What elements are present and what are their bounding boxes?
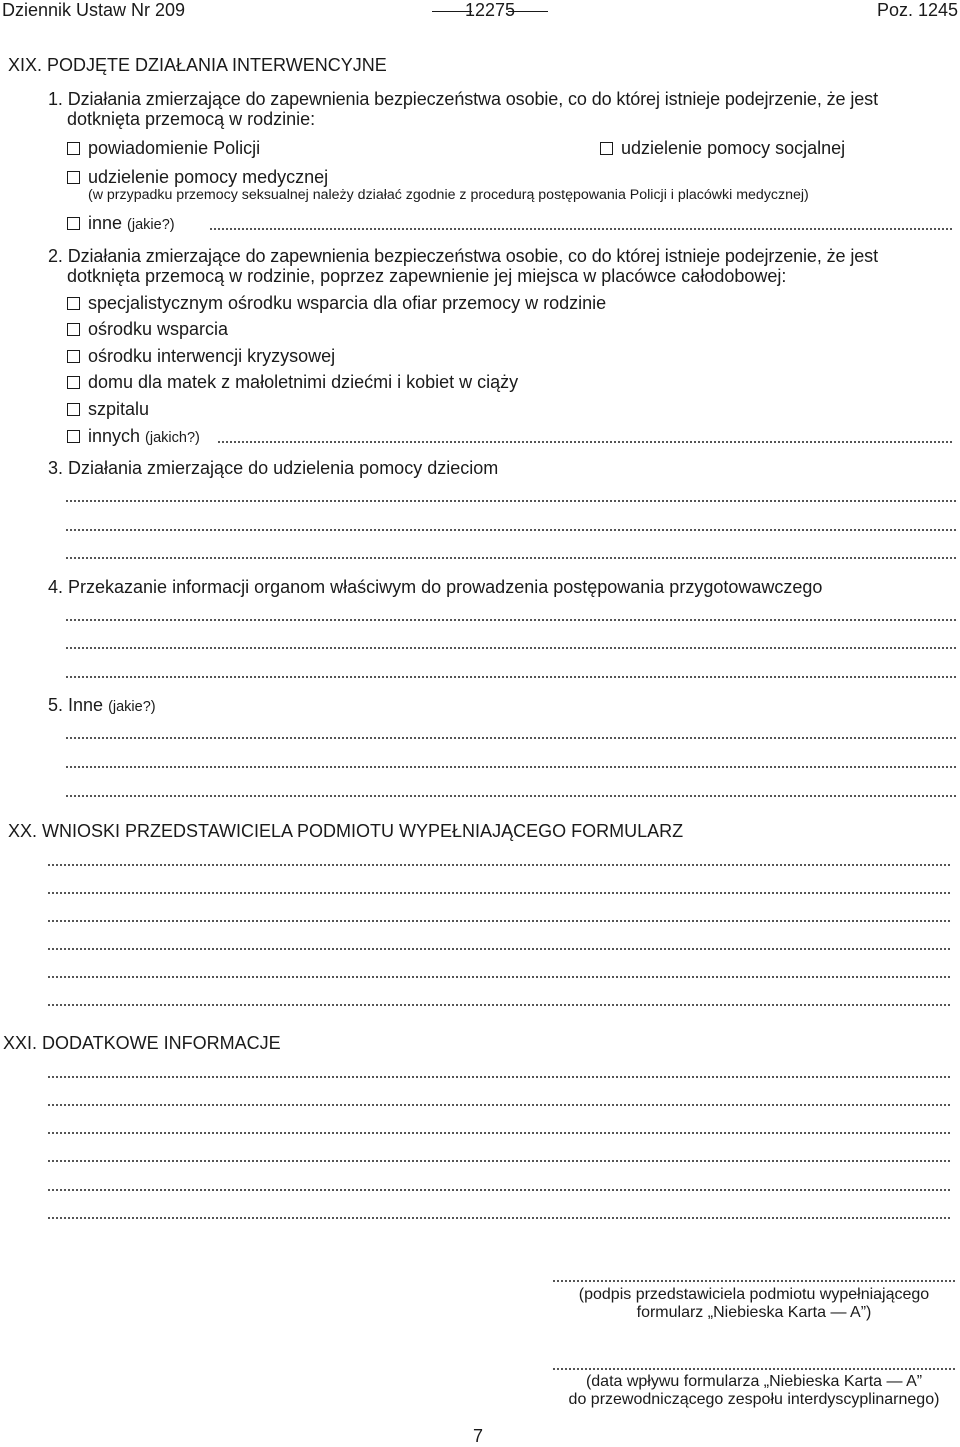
checkbox-facility-5[interactable] bbox=[67, 403, 80, 416]
journal-name: Dziennik Ustaw Nr 209 bbox=[2, 0, 186, 20]
facility-option-6-label: innych bbox=[88, 426, 141, 446]
option-medical-label: udzielenie pomocy medycznej bbox=[88, 167, 329, 187]
item4-title: 4. Przekazanie informacji organom właściwym do prowadzenia postępowania przygotowawczego bbox=[48, 577, 823, 597]
item2-line2: dotknięta przemocą w rodzinie, poprzez zapewnienie jej miejsca w placówce całodobowej: bbox=[67, 266, 787, 286]
facility-option-2[interactable] bbox=[67, 318, 228, 340]
facility-option-2-label: ośrodku wsparcia bbox=[88, 319, 229, 339]
item3-fill-line-3[interactable] bbox=[66, 557, 956, 559]
section21-fill-line-5[interactable] bbox=[48, 1189, 950, 1191]
section-19-title: XIX. PODJĘTE DZIAŁANIA INTERWENCYJNE bbox=[8, 55, 387, 75]
option-other-1-hint: (jakie?) bbox=[127, 217, 175, 233]
checkbox-facility-3[interactable] bbox=[67, 350, 80, 363]
header-dash-right bbox=[508, 11, 548, 12]
item5-fill-line-3[interactable] bbox=[66, 795, 956, 797]
checkbox-facility-4[interactable] bbox=[67, 376, 80, 389]
facility-option-6[interactable] bbox=[67, 425, 200, 449]
section20-fill-line-6[interactable] bbox=[48, 1004, 950, 1006]
item4-fill-line-2[interactable] bbox=[66, 647, 956, 649]
option-police-label: powiadomienie Policji bbox=[88, 138, 261, 158]
section21-fill-line-1[interactable] bbox=[48, 1076, 950, 1078]
item5-fill-line-2[interactable] bbox=[66, 766, 956, 768]
section20-fill-line-3[interactable] bbox=[48, 920, 950, 922]
facility-option-4[interactable] bbox=[67, 371, 518, 393]
item3-fill-line-1[interactable] bbox=[66, 500, 956, 502]
item3-title: 3. Działania zmierzające do udzielenia pomocy dzieciom bbox=[48, 458, 499, 478]
other-1-fill-line[interactable] bbox=[210, 228, 952, 230]
signature-caption-2: formularz „Niebieska Karta — A”) bbox=[636, 1304, 872, 1321]
item1-line1: 1. Działania zmierzające do zapewnienia bezpieczeństwa osobie, co do której istnieje podejrzenie, że jest bbox=[48, 89, 878, 109]
section21-fill-line-6[interactable] bbox=[48, 1217, 950, 1219]
facility-option-5-label: szpitalu bbox=[88, 399, 150, 419]
checkbox-medical[interactable] bbox=[67, 171, 80, 184]
receipt-caption-2: do przewodniczącego zespołu interdyscyplinarnego) bbox=[568, 1391, 940, 1408]
medical-note: (w przypadku przemocy seksualnej należy działać zgodnie z procedurą postępowania Policji i placówki medycznej) bbox=[88, 187, 809, 203]
option-social-label: udzielenie pomocy socjalnej bbox=[621, 138, 846, 158]
signature-line[interactable] bbox=[553, 1280, 955, 1282]
checkbox-social[interactable] bbox=[600, 142, 613, 155]
checkbox-facility-1[interactable] bbox=[67, 297, 80, 310]
section21-fill-line-4[interactable] bbox=[48, 1160, 950, 1162]
item4-fill-line-3[interactable] bbox=[66, 676, 956, 678]
option-police[interactable] bbox=[67, 137, 260, 159]
facility-option-3[interactable] bbox=[67, 345, 335, 367]
item3-fill-line-2[interactable] bbox=[66, 529, 956, 531]
section20-fill-line-1[interactable] bbox=[48, 864, 950, 866]
facility-option-1[interactable] bbox=[67, 292, 606, 314]
facility-option-6-hint: (jakich?) bbox=[145, 430, 200, 446]
section20-fill-line-4[interactable] bbox=[48, 948, 950, 950]
journal-page-number: 12275 bbox=[464, 0, 516, 20]
item5-hint: (jakie?) bbox=[108, 699, 156, 715]
section20-fill-line-5[interactable] bbox=[48, 976, 950, 978]
section-20-title: XX. WNIOSKI PRZEDSTAWICIELA PODMIOTU WYPEŁNIAJĄCEGO FORMULARZ bbox=[8, 821, 684, 841]
footer-page-number: 7 bbox=[473, 1426, 484, 1446]
facility-option-3-label: ośrodku interwencji kryzysowej bbox=[88, 346, 336, 366]
facility-option-4-label: domu dla matek z małoletnimi dziećmi i kobiet w ciąży bbox=[88, 372, 519, 392]
receipt-date-line[interactable] bbox=[553, 1368, 955, 1370]
option-other-1[interactable] bbox=[67, 212, 175, 236]
option-medical[interactable] bbox=[67, 166, 328, 188]
checkbox-police[interactable] bbox=[67, 142, 80, 155]
checkbox-facility-2[interactable] bbox=[67, 323, 80, 336]
section21-fill-line-3[interactable] bbox=[48, 1132, 950, 1134]
item5-title bbox=[48, 694, 156, 718]
facility-option-1-label: specjalistycznym ośrodku wsparcia dla ofiar przemocy w rodzinie bbox=[88, 293, 607, 313]
item5-fill-line-1[interactable] bbox=[66, 737, 956, 739]
item2-line1: 2. Działania zmierzające do zapewnienia bezpieczeństwa osobie, co do której istnieje podejrzenie, że jest bbox=[48, 246, 878, 266]
facility-option-5[interactable] bbox=[67, 398, 149, 420]
receipt-caption-1: (data wpływu formularza „Niebieska Karta — A” bbox=[585, 1373, 923, 1390]
section21-fill-line-2[interactable] bbox=[48, 1104, 950, 1106]
position-number: Poz. 1245 bbox=[876, 0, 958, 20]
section20-fill-line-2[interactable] bbox=[48, 892, 950, 894]
item1-line2: dotknięta przemocą w rodzinie: bbox=[67, 109, 316, 129]
facility-other-fill-line[interactable] bbox=[218, 441, 952, 443]
option-social[interactable] bbox=[600, 137, 845, 159]
signature-caption-1: (podpis przedstawiciela podmiotu wypełniającego bbox=[578, 1286, 930, 1303]
item5-label: 5. Inne bbox=[48, 695, 104, 715]
section-21-title: XXI. DODATKOWE INFORMACJE bbox=[3, 1033, 281, 1053]
item4-fill-line-1[interactable] bbox=[66, 619, 956, 621]
checkbox-other-1[interactable] bbox=[67, 217, 80, 230]
option-other-1-label: inne bbox=[88, 213, 123, 233]
checkbox-facility-6[interactable] bbox=[67, 430, 80, 443]
